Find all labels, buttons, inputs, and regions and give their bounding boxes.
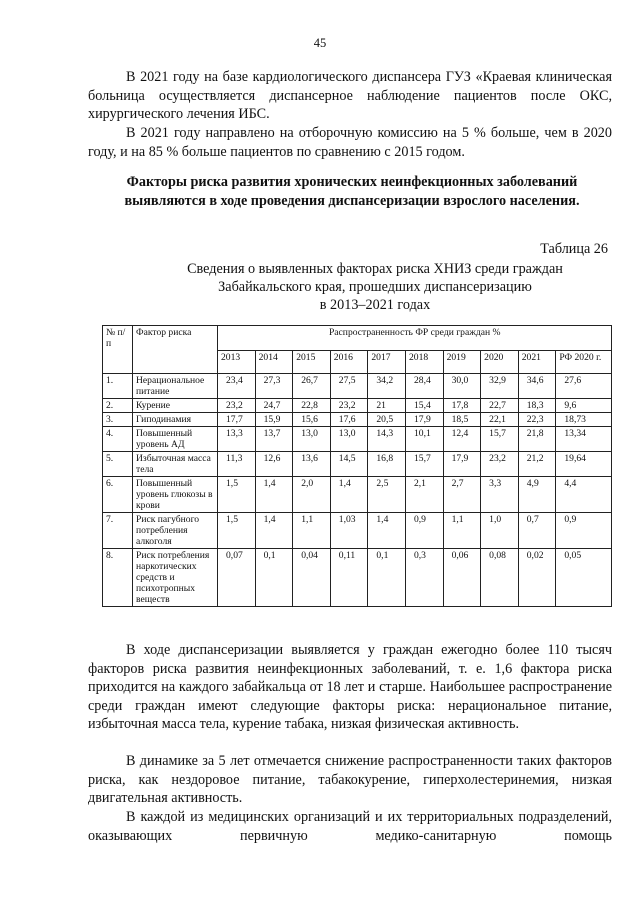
column-header-year: 2019 bbox=[443, 351, 481, 374]
row-number: 3. bbox=[103, 413, 133, 427]
column-header-year: 2014 bbox=[255, 351, 293, 374]
row-value: 2,0 bbox=[293, 477, 331, 513]
column-header-year: 2015 bbox=[293, 351, 331, 374]
table-body bbox=[103, 374, 612, 607]
row-value: 21,2 bbox=[518, 452, 556, 477]
row-value: 13,6 bbox=[293, 452, 331, 477]
row-value: 15,9 bbox=[255, 413, 293, 427]
row-value: 26,7 bbox=[293, 374, 331, 399]
row-value: 1,4 bbox=[255, 513, 293, 549]
row-factor: Избыточная масса тела bbox=[133, 452, 218, 477]
row-value: 0,11 bbox=[330, 549, 368, 607]
row-value: 4,4 bbox=[556, 477, 612, 513]
column-header-year: 2020 bbox=[481, 351, 519, 374]
column-header-number: № п/п bbox=[103, 326, 133, 374]
row-value: 15,7 bbox=[405, 452, 443, 477]
risk-factors-table bbox=[102, 325, 612, 607]
row-value: 17,8 bbox=[443, 399, 481, 413]
table-row bbox=[103, 374, 612, 399]
column-header-year: 2018 bbox=[405, 351, 443, 374]
row-value: 0,04 bbox=[293, 549, 331, 607]
row-value: 0,07 bbox=[218, 549, 256, 607]
row-factor: Гиподинамия bbox=[133, 413, 218, 427]
table-row bbox=[103, 399, 612, 413]
row-value: 14,5 bbox=[330, 452, 368, 477]
row-factor: Курение bbox=[133, 399, 218, 413]
row-number: 2. bbox=[103, 399, 133, 413]
row-value: 1,5 bbox=[218, 477, 256, 513]
row-value: 22,8 bbox=[293, 399, 331, 413]
row-value: 13,3 bbox=[218, 427, 256, 452]
paragraph-dynamics: В динамике за 5 лет отмечается снижение распространенности таких факторов риска, как нездоровое питание, табакокурение, гиперхолестеринемия, низкая двигательная активность. bbox=[88, 753, 612, 806]
table-row bbox=[103, 413, 612, 427]
row-value: 0,9 bbox=[556, 513, 612, 549]
row-value: 23,2 bbox=[330, 399, 368, 413]
paragraph-medical-organizations: В каждой из медицинских организаций и их территориальных подразделений, оказывающих первичную медико-санитарную помощь bbox=[88, 809, 612, 844]
row-value: 21 bbox=[368, 399, 406, 413]
row-value: 0,9 bbox=[405, 513, 443, 549]
row-number: 7. bbox=[103, 513, 133, 549]
paragraph-risk-factors-summary: В ходе диспансеризации выявляется у граждан ежегодно более 110 тысяч факторов риска развития неинфекционных заболеваний, т. е. 1,6 фактора риска приходится на каждого забайкальца от 18 лет и старше. Наибольшее распространение среди граждан имеют следующие факторы риска: нерациональное питание, избыточная масса тела, курение табака, низкая физическая активность. bbox=[88, 642, 612, 732]
row-value: 1,1 bbox=[293, 513, 331, 549]
row-value: 22,1 bbox=[481, 413, 519, 427]
row-value: 0,02 bbox=[518, 549, 556, 607]
column-header-factor: Фактор риска bbox=[133, 326, 218, 374]
row-factor: Риск потребления наркотических средств и психотропных веществ bbox=[133, 549, 218, 607]
row-value: 13,34 bbox=[556, 427, 612, 452]
row-factor: Нерациональное питание bbox=[133, 374, 218, 399]
row-factor: Риск пагубного потребления алкоголя bbox=[133, 513, 218, 549]
row-value: 0,1 bbox=[368, 549, 406, 607]
row-value: 0,06 bbox=[443, 549, 481, 607]
row-value: 27,6 bbox=[556, 374, 612, 399]
row-value: 4,9 bbox=[518, 477, 556, 513]
table-row bbox=[103, 549, 612, 607]
row-value: 23,4 bbox=[218, 374, 256, 399]
row-factor: Повышенный уровень АД bbox=[133, 427, 218, 452]
row-value: 1,03 bbox=[330, 513, 368, 549]
row-value: 11,3 bbox=[218, 452, 256, 477]
row-value: 18,3 bbox=[518, 399, 556, 413]
row-number: 4. bbox=[103, 427, 133, 452]
column-header-prevalence: Распространенность ФР среди граждан % bbox=[218, 326, 612, 351]
table-caption-line-3: в 2013–2021 годах bbox=[319, 297, 431, 313]
row-value: 27,3 bbox=[255, 374, 293, 399]
row-value: 2,7 bbox=[443, 477, 481, 513]
table-row bbox=[103, 477, 612, 513]
row-value: 18,5 bbox=[443, 413, 481, 427]
table-row bbox=[103, 452, 612, 477]
row-value: 16,8 bbox=[368, 452, 406, 477]
row-value: 30,0 bbox=[443, 374, 481, 399]
row-value: 1,4 bbox=[255, 477, 293, 513]
row-value: 13,0 bbox=[330, 427, 368, 452]
column-header-year: 2017 bbox=[368, 351, 406, 374]
table-row bbox=[103, 427, 612, 452]
column-header-year: 2013 bbox=[218, 351, 256, 374]
row-value: 17,7 bbox=[218, 413, 256, 427]
table-caption-line-1: Сведения о выявленных факторах риска ХНИЗ среди граждан bbox=[187, 261, 563, 277]
row-value: 22,7 bbox=[481, 399, 519, 413]
table-label: Таблица 26 bbox=[540, 241, 608, 257]
row-value: 1,4 bbox=[368, 513, 406, 549]
row-value: 0,1 bbox=[255, 549, 293, 607]
section-title: Факторы риска развития хронических неинфекционных заболеваний выявляются в ходе проведения диспансеризации взрослого населения. bbox=[124, 174, 580, 209]
row-value: 10,1 bbox=[405, 427, 443, 452]
row-value: 15,7 bbox=[481, 427, 519, 452]
row-value: 2,5 bbox=[368, 477, 406, 513]
column-header-year: 2021 bbox=[518, 351, 556, 374]
row-value: 13,0 bbox=[293, 427, 331, 452]
row-value: 15,4 bbox=[405, 399, 443, 413]
row-number: 1. bbox=[103, 374, 133, 399]
row-value: 13,7 bbox=[255, 427, 293, 452]
table-header-row bbox=[103, 326, 612, 351]
column-header-year: РФ 2020 г. bbox=[556, 351, 612, 374]
row-factor: Повышенный уровень глюкозы в крови bbox=[133, 477, 218, 513]
row-value: 34,2 bbox=[368, 374, 406, 399]
table-row bbox=[103, 513, 612, 549]
row-value: 22,3 bbox=[518, 413, 556, 427]
column-header-year: 2016 bbox=[330, 351, 368, 374]
row-value: 9,6 bbox=[556, 399, 612, 413]
row-value: 1,1 bbox=[443, 513, 481, 549]
row-value: 32,9 bbox=[481, 374, 519, 399]
row-value: 3,3 bbox=[481, 477, 519, 513]
row-value: 21,8 bbox=[518, 427, 556, 452]
table-caption-line-2: Забайкальского края, прошедших диспансеризацию bbox=[218, 279, 532, 295]
row-value: 17,9 bbox=[405, 413, 443, 427]
paragraph-cardio-dispensary: В 2021 году на базе кардиологического диспансера ГУЗ «Краевая клиническая больница осуществляется диспансерное наблюдение пациентов после ОКС, хирургического лечения ИБС. bbox=[88, 69, 612, 122]
row-number: 5. bbox=[103, 452, 133, 477]
row-number: 6. bbox=[103, 477, 133, 513]
row-value: 0,08 bbox=[481, 549, 519, 607]
row-value: 23,2 bbox=[218, 399, 256, 413]
row-value: 28,4 bbox=[405, 374, 443, 399]
row-value: 27,5 bbox=[330, 374, 368, 399]
row-value: 19,64 bbox=[556, 452, 612, 477]
row-number: 8. bbox=[103, 549, 133, 607]
row-value: 34,6 bbox=[518, 374, 556, 399]
row-value: 1,5 bbox=[218, 513, 256, 549]
row-value: 18,73 bbox=[556, 413, 612, 427]
row-value: 14,3 bbox=[368, 427, 406, 452]
row-value: 12,6 bbox=[255, 452, 293, 477]
paragraph-commission-referral: В 2021 году направлено на отборочную комиссию на 5 % больше, чем в 2020 году, и на 85 % больше пациентов по сравнению с 2015 годом. bbox=[88, 125, 612, 160]
row-value: 15,6 bbox=[293, 413, 331, 427]
page-number: 45 bbox=[313, 36, 327, 50]
row-value: 17,6 bbox=[330, 413, 368, 427]
row-value: 1,4 bbox=[330, 477, 368, 513]
row-value: 0,05 bbox=[556, 549, 612, 607]
row-value: 2,1 bbox=[405, 477, 443, 513]
row-value: 17,9 bbox=[443, 452, 481, 477]
row-value: 0,7 bbox=[518, 513, 556, 549]
row-value: 23,2 bbox=[481, 452, 519, 477]
row-value: 20,5 bbox=[368, 413, 406, 427]
row-value: 1,0 bbox=[481, 513, 519, 549]
row-value: 0,3 bbox=[405, 549, 443, 607]
row-value: 12,4 bbox=[443, 427, 481, 452]
row-value: 24,7 bbox=[255, 399, 293, 413]
